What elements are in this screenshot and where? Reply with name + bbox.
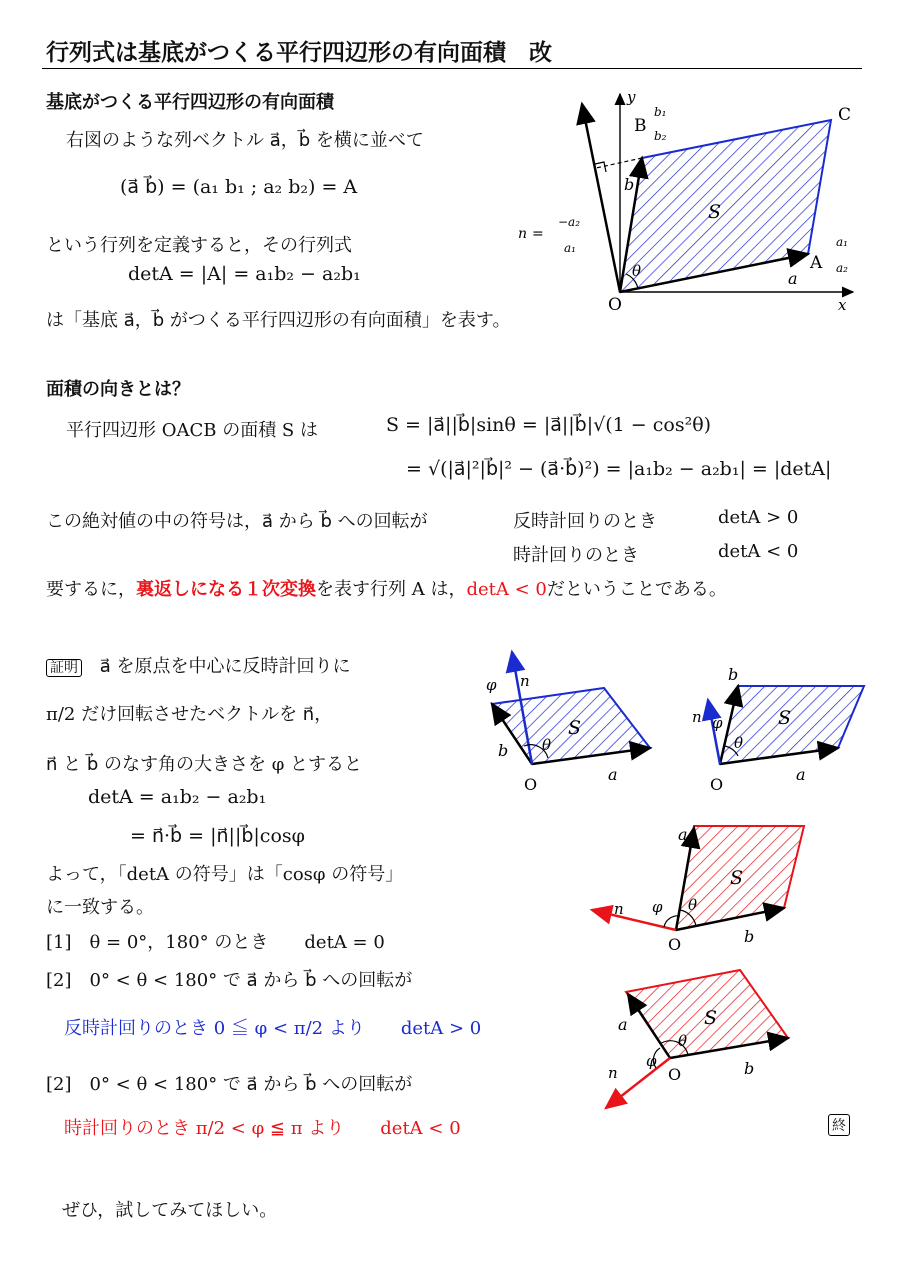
- section1-line1: 右図のような列ベクトル a⃗，b⃗ を横に並べて: [66, 130, 424, 151]
- svg-text:C: C: [838, 105, 852, 125]
- svg-text:a: a: [796, 765, 806, 784]
- svg-text:φ: φ: [486, 676, 497, 694]
- svg-text:S: S: [778, 707, 792, 729]
- svg-text:φ: φ: [646, 1052, 657, 1070]
- svg-text:b: b: [728, 665, 739, 684]
- svg-text:θ: θ: [734, 734, 744, 752]
- svg-text:S: S: [730, 867, 744, 889]
- svg-text:b: b: [624, 175, 635, 194]
- svg-text:b: b: [498, 741, 509, 760]
- svg-text:n: n: [614, 900, 624, 918]
- page-title: 行列式は基底がつくる平行四辺形の有向面積 改: [46, 40, 552, 66]
- svg-text:S: S: [708, 201, 722, 223]
- proof-case-3-detail: 時計回りのとき π/2 < φ ≦ π より detA < 0: [64, 1118, 461, 1139]
- proof-line2: π/2 だけ回転させたベクトルを n⃗，: [46, 704, 333, 725]
- proof-badge: 証明: [46, 659, 82, 677]
- svg-text:n: n: [692, 708, 702, 726]
- determinant-equation: detA = |A| = a₁b₂ − a₂b₁: [128, 263, 361, 285]
- summary-post: だということである。: [546, 579, 727, 600]
- svg-text:b: b: [744, 927, 755, 946]
- svg-text:θ: θ: [688, 896, 698, 914]
- summary-equation: detA < 0: [466, 579, 547, 600]
- svg-text:a: a: [788, 269, 798, 288]
- title-divider: [42, 68, 862, 69]
- counterclockwise-figure-1: [482, 646, 672, 796]
- svg-text:O: O: [608, 295, 622, 315]
- svg-text:x: x: [838, 296, 847, 314]
- case-counterclockwise-label: 反時計回りのとき: [513, 511, 657, 532]
- svg-text:B: B: [634, 116, 647, 136]
- section2-line2: この絶対値の中の符号は，a⃗ から b⃗ への回転が: [46, 511, 428, 532]
- svg-text:θ: θ: [678, 1032, 688, 1050]
- basis-parallelogram-figure: [508, 86, 872, 318]
- summary-highlight: 裏返しになる１次変換: [136, 579, 316, 600]
- svg-text:n: n: [608, 1064, 618, 1082]
- svg-text:y: y: [627, 88, 636, 106]
- svg-text:b₁: b₁: [654, 105, 667, 119]
- case-counterclockwise-equation: detA > 0: [718, 507, 799, 528]
- svg-text:θ: θ: [632, 262, 642, 280]
- case-clockwise-label: 時計回りのとき: [513, 545, 639, 566]
- svg-text:a: a: [608, 765, 618, 784]
- svg-text:O: O: [668, 1065, 682, 1084]
- svg-text:O: O: [710, 775, 724, 794]
- svg-text:O: O: [668, 935, 682, 954]
- svg-text:b: b: [744, 1059, 755, 1078]
- svg-text:S: S: [704, 1007, 718, 1029]
- section1-line2: という行列を定義すると，その行列式: [46, 235, 352, 256]
- proof-case-1: [1] θ = 0°，180° のとき detA = 0: [46, 932, 385, 953]
- clockwise-figure-1: [584, 814, 814, 958]
- svg-text:φ: φ: [652, 898, 663, 916]
- proof-case-3: [2] 0° < θ < 180° で a⃗ から b⃗ への回転が: [46, 1074, 413, 1095]
- counterclockwise-figure-2: [690, 646, 880, 796]
- svg-text:a₁: a₁: [836, 235, 848, 249]
- svg-text:A: A: [810, 253, 823, 273]
- svg-text:−a₂: −a₂: [558, 215, 581, 229]
- svg-text:a₁: a₁: [564, 241, 576, 255]
- clockwise-figure-2: [594, 962, 804, 1114]
- svg-text:a: a: [618, 1015, 628, 1034]
- svg-text:a: a: [678, 825, 688, 844]
- svg-text:a₂: a₂: [836, 261, 848, 275]
- svg-text:n: n: [520, 672, 530, 690]
- section1-line3: は「基底 a⃗，b⃗ がつくる平行四辺形の有向面積」を表す。: [46, 310, 511, 331]
- proof-line1: a⃗ を原点を中心に反時計回りに: [99, 656, 351, 677]
- section2-line1: 平行四辺形 OACB の面積 S は: [66, 420, 318, 441]
- area-equation-1: S = |a⃗||b⃗|sinθ = |a⃗||b⃗|√(1 − cos²θ): [386, 414, 712, 436]
- section2-heading: 面積の向きとは？: [46, 379, 190, 400]
- case-clockwise-equation: detA < 0: [718, 541, 799, 562]
- svg-text:φ: φ: [712, 714, 723, 732]
- area-equation-2: = √(|a⃗|²|b⃗|² − (a⃗·b⃗)²) = |a₁b₂ − a₂b₁| = |detA|: [406, 458, 832, 480]
- summary-pre: 要するに，: [46, 579, 136, 600]
- matrix-equation: (a⃗ b⃗) = (a₁ b₁ ; a₂ b₂) = A: [120, 176, 358, 198]
- proof-case-2: [2] 0° < θ < 180° で a⃗ から b⃗ への回転が: [46, 970, 413, 991]
- closing-remark: ぜひ，試してみてほしい。: [62, 1200, 278, 1221]
- svg-text:θ: θ: [542, 736, 552, 754]
- proof-line4: よって，「detA の符号」は「cosφ の符号」: [46, 864, 404, 885]
- proof-case-2-detail: 反時計回りのとき 0 ≦ φ < π/2 より detA > 0: [64, 1018, 482, 1039]
- proof-line5: に一致する。: [46, 897, 154, 918]
- proof-line3: n⃗ と b⃗ のなす角の大きさを φ とすると: [46, 754, 363, 775]
- summary-mid: を表す行列 A は，: [316, 579, 467, 600]
- proof-line1-row: [46, 652, 351, 678]
- end-mark: 終: [828, 1114, 850, 1136]
- svg-text:O: O: [524, 775, 538, 794]
- svg-text:=: =: [532, 226, 544, 242]
- proof-equation-1: detA = a₁b₂ − a₂b₁: [88, 786, 267, 808]
- proof-equation-2: = n⃗·b⃗ = |n⃗||b⃗|cosφ: [130, 825, 305, 847]
- summary-line: [46, 575, 727, 601]
- svg-text:n: n: [518, 226, 528, 242]
- svg-text:b₂: b₂: [654, 129, 667, 143]
- svg-text:S: S: [568, 717, 582, 739]
- section1-heading: 基底がつくる平行四辺形の有向面積: [46, 92, 334, 113]
